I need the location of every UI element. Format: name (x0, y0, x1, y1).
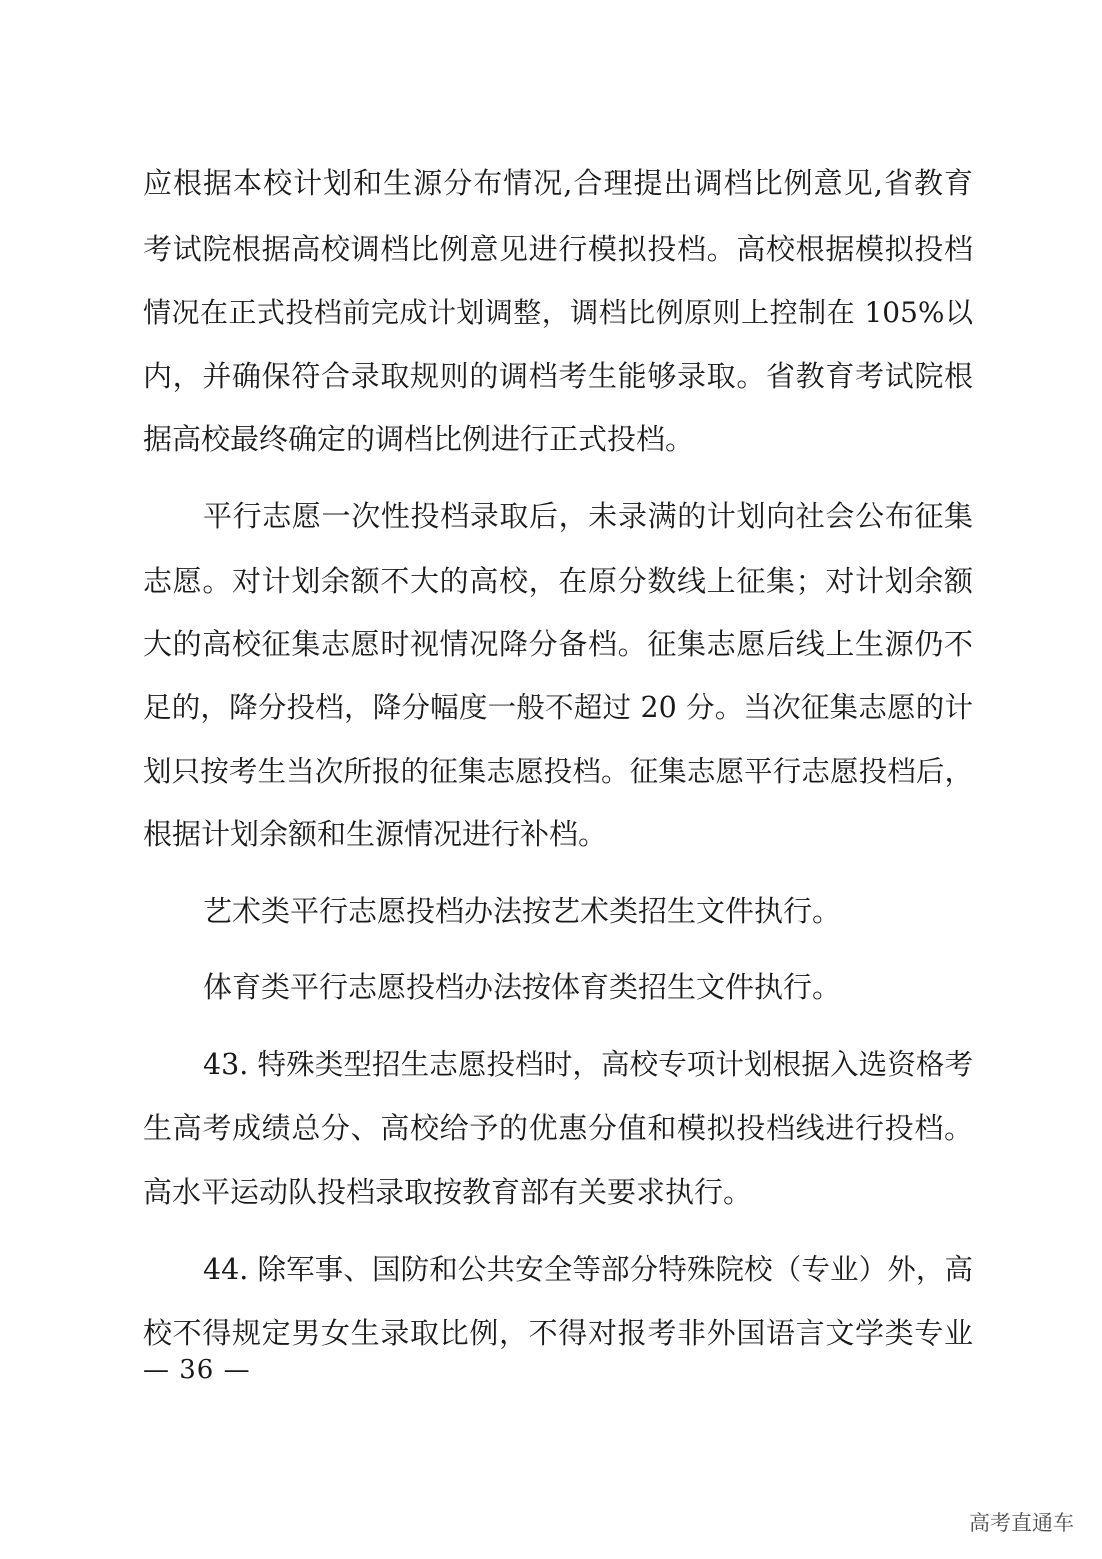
paragraph-first-line: 平行志愿一次性投档录取后，未录满的计划向社会公布征集 (203, 499, 973, 533)
paragraph-first-line: 艺术类平行志愿投档办法按艺术类招生文件执行。 (203, 894, 842, 928)
text-line: 校不得规定男女生录取比例，不得对报考非外国语言文学类专业 (143, 1316, 973, 1350)
paragraph-first-line: 体育类平行志愿投档办法按体育类招生文件执行。 (203, 970, 842, 1004)
text-line: 内，并确保符合录取规则的调档考生能够录取。省教育考试院根 (143, 359, 973, 393)
text-line: 应根据本校计划和生源分布情况,合理提出调档比例意见,省教育 (143, 166, 973, 200)
text-line: 据高校最终确定的调档比例进行正式投档。 (143, 422, 695, 456)
text-line: 大的高校征集志愿时视情况降分备档。征集志愿后线上生源仍不 (143, 627, 973, 661)
text-line: 划只按考生当次所报的征集志愿投档。征集志愿平行志愿投档后， (143, 755, 973, 788)
page-number: — 36 — (143, 1355, 251, 1385)
text-line: 考试院根据高校调档比例意见进行模拟投档。高校根据模拟投档 (143, 232, 973, 266)
text-line: 志愿。对计划余额不大的高校，在原分数线上征集；对计划余额 (143, 564, 973, 598)
text-line: 根据计划余额和生源情况进行补档。 (143, 817, 608, 851)
paragraph-first-line: 44. 除军事、国防和公共安全等部分特殊院校（专业）外，高 (203, 1253, 973, 1286)
watermark-label: 高考直通车 (969, 1511, 1074, 1535)
text-line: 足的，降分投档，降分幅度一般不超过 20 分。当次征集志愿的计 (143, 691, 973, 724)
paragraph-first-line: 43. 特殊类型招生志愿投档时，高校专项计划根据入选资格考 (203, 1048, 973, 1081)
text-line: 生高考成绩总分、高校给予的优惠分值和模拟投档线进行投档。 (143, 1111, 973, 1145)
text-line: 高水平运动队投档录取按教育部有关要求执行。 (143, 1175, 753, 1209)
text-line: 情况在正式投档前完成计划调整，调档比例原则上控制在 105%以 (143, 296, 973, 329)
